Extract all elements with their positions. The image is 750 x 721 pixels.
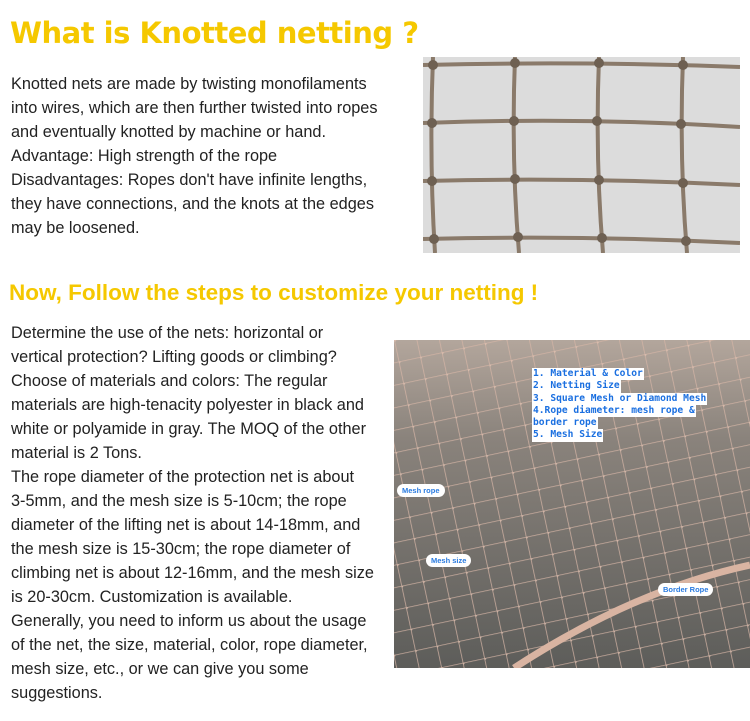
step-item: 3. Square Mesh or Diamond Mesh	[533, 392, 707, 404]
mesh-size-label: Mesh size	[426, 554, 471, 567]
step-item: 1. Material & Color	[533, 368, 643, 379]
border-rope-label: Border Rope	[658, 583, 713, 596]
text-line: vertical protection? Lifting goods or climbing?	[11, 348, 337, 366]
text-line: Disadvantages: Ropes don't have infinite lengths,	[11, 171, 368, 189]
knotted-netting-description	[11, 72, 411, 240]
text-line: Advantage: High strength of the rope	[11, 147, 278, 165]
text-line: may be loosened.	[11, 219, 140, 237]
section-title-customize: Now, Follow the steps to customize your netting !	[9, 280, 539, 305]
customization-steps-callout	[532, 368, 707, 442]
text-line: material is 2 Tons.	[11, 444, 142, 462]
text-line: into wires, which are then further twisted into ropes	[11, 99, 378, 117]
text-line: the mesh size is 15-30cm; the rope diameter of	[11, 540, 351, 558]
text-line: suggestions.	[11, 684, 103, 702]
knotted-net-closeup-photo	[423, 57, 740, 253]
text-line: materials are high-tenacity polyester in black and	[11, 396, 364, 414]
step-item: 4.Rope diameter: mesh rope &	[533, 404, 695, 416]
step-item: 5. Mesh Size	[533, 429, 603, 441]
customize-description	[11, 321, 396, 705]
text-line: Determine the use of the nets: horizontal or	[11, 324, 324, 342]
text-line: climbing net is about 12-16mm, and the mesh size	[11, 564, 374, 582]
text-line: Knotted nets are made by twisting monofilaments	[11, 75, 367, 93]
step-item: 2. Netting Size	[533, 380, 620, 392]
text-line: of the net, the size, material, color, rope diameter,	[11, 636, 368, 654]
text-line: diameter of the lifting net is about 14-18mm, and	[11, 516, 361, 534]
text-line: mesh size, etc., or we can give you some	[11, 660, 309, 678]
text-line: Choose of materials and colors: The regular	[11, 372, 328, 390]
text-line: and eventually knotted by machine or hand.	[11, 123, 326, 141]
mesh-rope-label: Mesh rope	[397, 484, 445, 497]
text-line: they have connections, and the knots at the edges	[11, 195, 374, 213]
text-line: Generally, you need to inform us about the usage	[11, 612, 367, 630]
text-line: white or polyamide in gray. The MOQ of the other	[11, 420, 367, 438]
step-item: border rope	[533, 417, 597, 429]
section-title-knotted-netting: What is Knotted netting ?	[10, 16, 419, 50]
text-line: The rope diameter of the protection net is about	[11, 468, 355, 486]
text-line: is 20-30cm. Customization is available.	[11, 588, 293, 606]
text-line: 3-5mm, and the mesh size is 5-10cm; the rope	[11, 492, 347, 510]
